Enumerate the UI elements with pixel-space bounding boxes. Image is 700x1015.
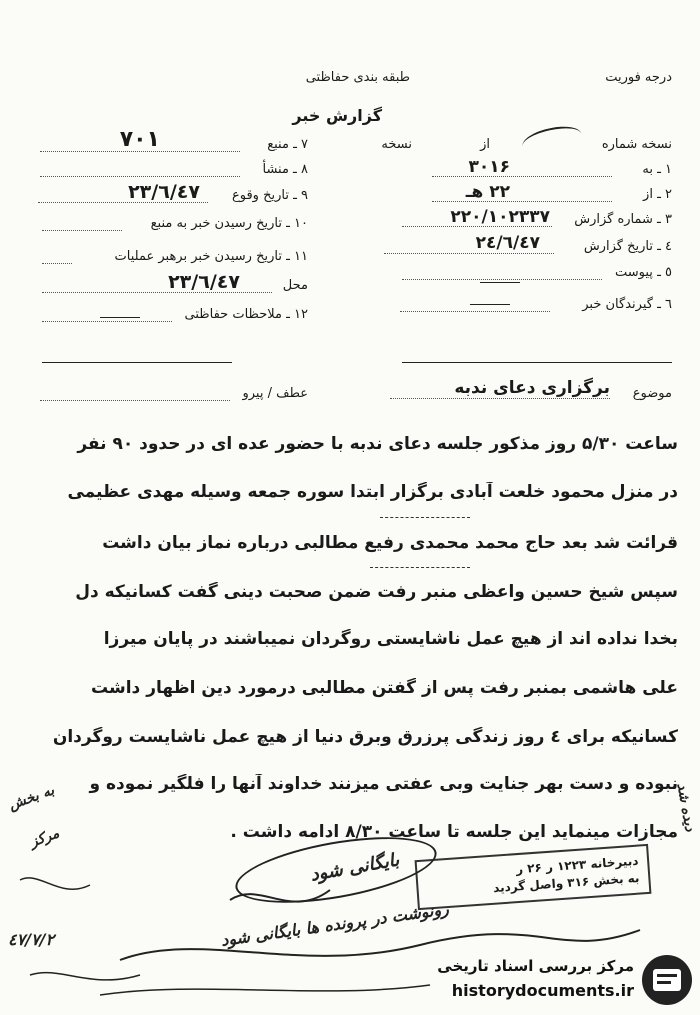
subject-dots bbox=[390, 398, 610, 399]
copy-number-label: نسخه شماره bbox=[601, 137, 672, 152]
body-line: علی هاشمی بمنبر رفت پس از گفتن مطالبی درمورد دین اظهار داشت bbox=[91, 678, 678, 698]
handwritten-note-left2: مرکز bbox=[28, 825, 62, 851]
handwritten-note-center: رونوشت در پرونده ها بایگانی شود bbox=[220, 899, 451, 950]
body-line: سپس شیخ حسین واعظی منبر رفت ضمن صحبت دینی گفت کسانیکه دل bbox=[75, 582, 678, 602]
handwritten-note-right: دیده شد bbox=[673, 781, 698, 833]
field-source-value: ۷۰۱ bbox=[119, 127, 160, 152]
reference-label: عطف / پیرو bbox=[242, 386, 308, 401]
copy-tail-label: نسخه bbox=[381, 137, 412, 152]
field-occurrence-date-value: ٤۷/٦/۲۳ bbox=[128, 181, 200, 203]
body-line: ساعت ۵/۳۰ روز مذکور جلسه دعای ندبه با حضور عده ای در حدود ۹۰ نفر bbox=[77, 434, 678, 454]
field-report-date-label: ٤ ـ تاریخ گزارش bbox=[583, 239, 672, 254]
body-line: در منزل محمود خلعت آبادی برگزار ابتدا سوره جمعه وسیله مهدی عظیمی bbox=[67, 482, 678, 502]
report-title: گزارش خبر bbox=[292, 106, 382, 125]
body-line: نبوده و دست بهر جنایت وبی عفتی میزنند خداوند آنها را فلگیر نموده و bbox=[89, 774, 678, 794]
reference-dots bbox=[40, 400, 230, 401]
subject-label: موضوع bbox=[632, 386, 672, 401]
receipt-stamp-line2: به بخش ۳۱۶ واصل گردید bbox=[493, 870, 641, 896]
field-leader-receipt-date-dots bbox=[42, 263, 72, 264]
handwritten-note-left3: ٤۷/۷/۲ bbox=[8, 930, 55, 949]
field-attachment-dash bbox=[480, 282, 520, 283]
field-security-notes-label: ۱۲ ـ ملاحظات حفاظتی bbox=[184, 307, 308, 322]
field-report-date-value: ٤۷/٦/۲٤ bbox=[475, 233, 540, 253]
watermark-title: مرکز بررسی اسناد تاریخی bbox=[437, 957, 634, 975]
underline-mark bbox=[380, 517, 470, 518]
copy-number-mark bbox=[520, 122, 584, 158]
field-from-label: ۲ ـ از bbox=[643, 187, 672, 202]
field-report-number-label: ۳ ـ شماره گزارش bbox=[574, 212, 672, 227]
field-location-label: محل bbox=[282, 278, 308, 293]
field-location-value: ٤۷/٦/۲۳ bbox=[168, 271, 240, 293]
field-from-value: ۲۲ هـ bbox=[465, 182, 510, 202]
watermark-url: historydocuments.ir bbox=[451, 981, 634, 1000]
body-line: بخدا نداده اند از هیچ عمل ناشایستی روگردان نمیباشند در پایان میرزا bbox=[103, 629, 678, 649]
field-source-receipt-date-dots bbox=[42, 230, 122, 231]
separator-left bbox=[42, 362, 232, 363]
subject-value: برگزاری دعای ندبه bbox=[454, 378, 610, 398]
field-to-label: ۱ ـ به bbox=[642, 162, 672, 177]
field-source-receipt-date-label: ۱۰ ـ تاریخ رسیدن خبر به منبع bbox=[150, 216, 308, 231]
copy-of-label: از bbox=[480, 137, 490, 152]
field-occurrence-date-label: ۹ ـ تاریخ وقوع bbox=[231, 188, 308, 203]
classification-label: طبقه بندی حفاظتی bbox=[305, 70, 410, 85]
handwritten-note-left1: به بخش bbox=[6, 782, 57, 814]
field-recipients-dots bbox=[400, 311, 550, 312]
field-leader-receipt-date-label: ۱۱ ـ تاریخ رسیدن خبر برهبر عملیات bbox=[114, 249, 308, 264]
separator-right bbox=[402, 362, 672, 363]
field-recipients-dash bbox=[470, 304, 510, 305]
field-security-notes-dash bbox=[100, 317, 140, 318]
archive-logo-icon bbox=[642, 955, 692, 1005]
field-from-dots bbox=[432, 201, 612, 202]
receipt-stamp-line1: دبیرخانه ۱۲۲۳ ر ۲۶ ر bbox=[515, 853, 639, 877]
field-recipients-label: ٦ ـ گیرندگان خبر bbox=[582, 297, 672, 312]
underline-mark bbox=[370, 567, 470, 568]
field-report-date-dots bbox=[384, 253, 554, 254]
field-report-number-value: ۲۲۰/۱۰۲۳۳۷ bbox=[450, 207, 550, 227]
field-to-value: ۳۰۱۶ bbox=[468, 157, 510, 177]
urgency-label: درجه فوریت bbox=[605, 70, 672, 85]
field-origin-dots bbox=[40, 176, 240, 177]
field-attachment-label: ٥ ـ پیوست bbox=[615, 265, 672, 280]
body-line: کسانیکه برای ٤ روز زندگی پرزرق وبرق دنیا از هیچ عمل ناشایست روگردان bbox=[52, 727, 678, 747]
field-source-label: ۷ ـ منبع bbox=[267, 137, 308, 152]
field-attachment-dots bbox=[402, 279, 602, 280]
field-to-dots bbox=[432, 176, 612, 177]
body-line: قرائت شد بعد حاج محمد محمدی رفیع مطالبی درباره نماز بیان داشت bbox=[102, 533, 678, 553]
field-security-notes-dots bbox=[42, 321, 172, 322]
archive-stamp-text: بایگانی شود bbox=[309, 849, 402, 886]
body-line: مجازات مینماید این جلسه تا ساعت ۸/۳۰ ادامه داشت . bbox=[230, 822, 678, 842]
field-origin-label: ۸ ـ منشأ bbox=[262, 162, 308, 177]
watermark-logo bbox=[392, 953, 692, 1009]
